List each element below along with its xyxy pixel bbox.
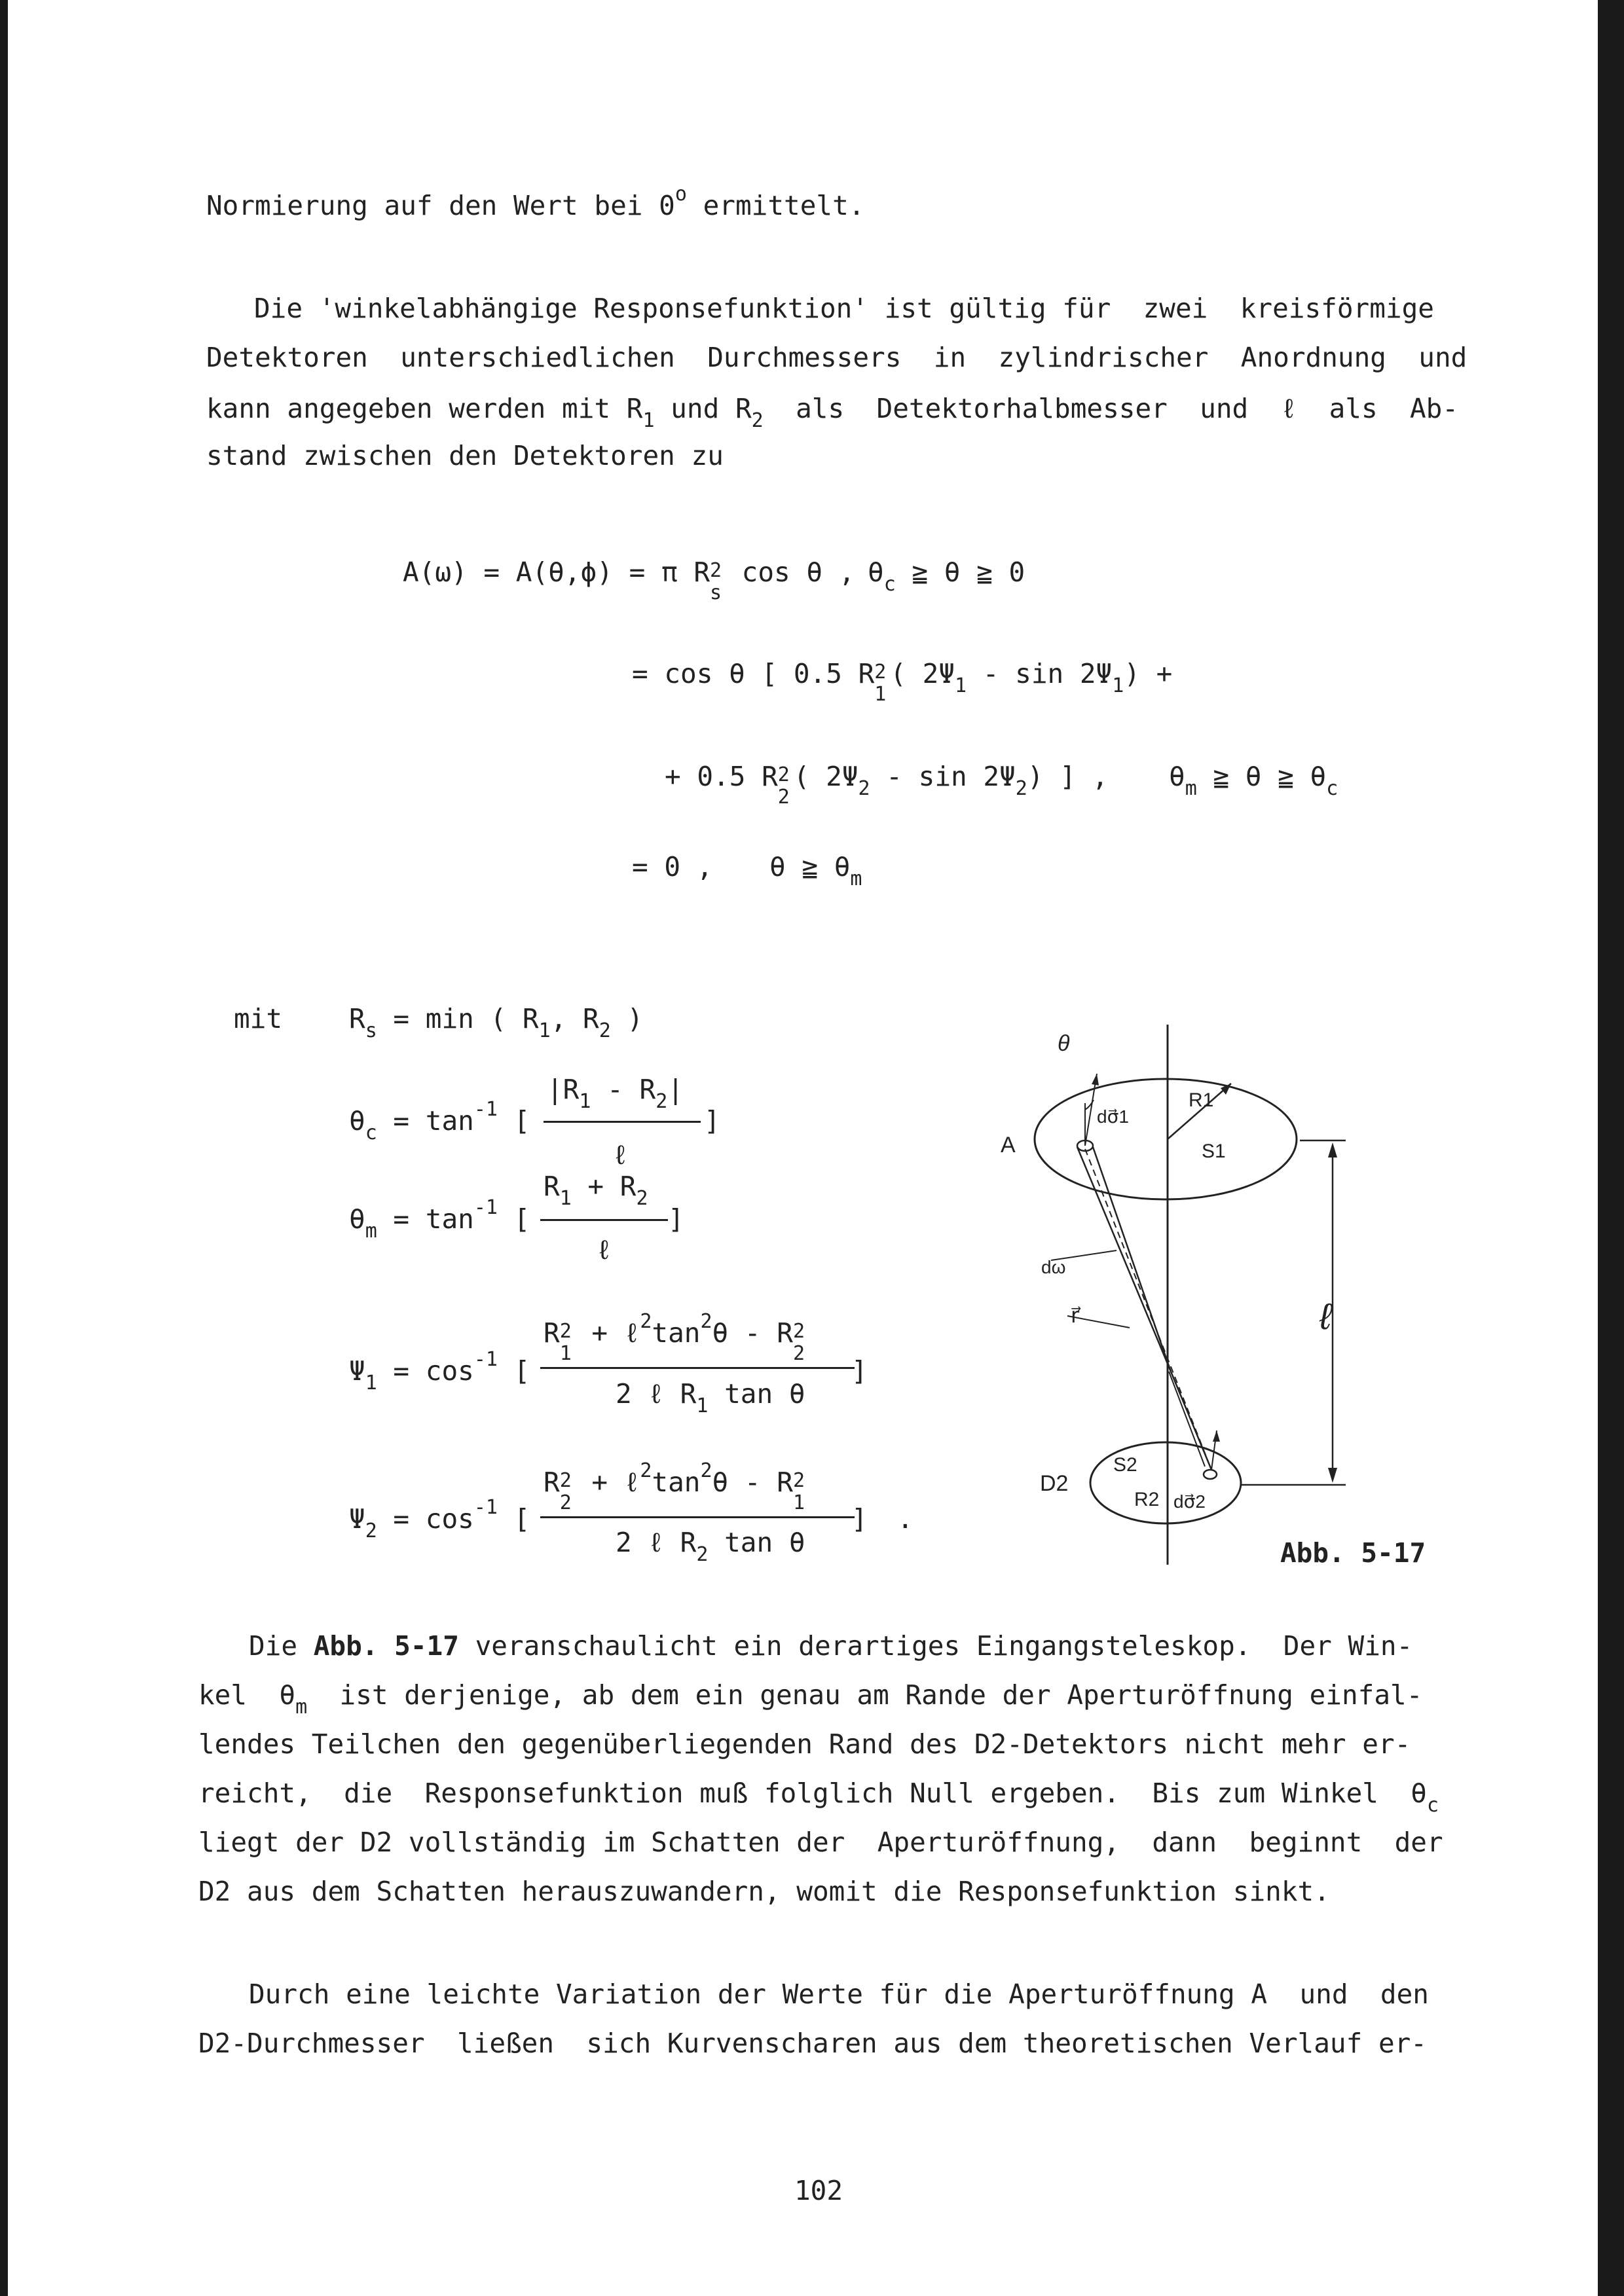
def-period: .	[897, 1503, 913, 1535]
aperture-label: A	[1001, 1133, 1016, 1157]
page-number: 102	[794, 2175, 843, 2206]
scan-border-right	[1598, 0, 1624, 2296]
def-theta-m-numerator: $R_1 + R_2$	[544, 1171, 648, 1210]
def-psi2-denominator: 2 ℓ $R_2$ tan θ	[616, 1527, 805, 1566]
r2-label: R2	[1134, 1489, 1160, 1510]
scan-border-left	[0, 0, 8, 2296]
paragraph-line: D2 aus dem Schatten herauszuwandern, womit die Responsefunktion sinkt.	[198, 1876, 1330, 1907]
d-sigma1-label: dσ⃗1	[1097, 1106, 1129, 1127]
fraction-line	[544, 1121, 701, 1123]
d-sigma2-label: dσ⃗2	[1173, 1491, 1206, 1512]
def-theta-c-close: ]	[704, 1105, 720, 1137]
equation-row-2: = cos θ [ 0.5 R 2 1 ( $2\Psi_1$ - $\sin 2\Psi_1$) +	[632, 658, 1173, 706]
equation-row-3: + 0.5 R 2 2 ( $2\Psi_2$ - $\sin 2\Psi_2$) ] ,	[665, 761, 1109, 809]
paragraph-line: lendes Teilchen den gegenüberliegenden Rand des D2-Detektors nicht mehr er-	[198, 1728, 1411, 1760]
def-psi2-lhs: $\Psi_2 = \cos^{-1}$ [	[349, 1496, 530, 1542]
definitions-label: mit	[234, 1003, 283, 1034]
s1-label: S1	[1202, 1140, 1226, 1162]
def-psi2-numerator: R 2 2 + $\ell^2\tan^2\theta$ - R 2 1	[544, 1459, 805, 1514]
equation-row-1-condition: $\theta_c$ ≧ θ ≧ 0	[868, 556, 1025, 596]
theta-label: θ	[1058, 1031, 1070, 1056]
fraction-line	[540, 1367, 855, 1369]
s2-label: S2	[1113, 1454, 1137, 1476]
telescope-diagram	[969, 1008, 1467, 1578]
paragraph-line: Detektoren unterschiedlichen Durchmessers in zylindrischer Anordnung und	[206, 342, 1467, 373]
def-psi1-lhs: $\Psi_1 = \cos^{-1}$ [	[349, 1348, 530, 1394]
paragraph-line: liegt der D2 vollständig im Schatten der Aperturöffnung, dann beginnt der	[198, 1827, 1443, 1858]
def-theta-c-denominator: ℓ	[612, 1139, 629, 1171]
d2-label: D2	[1040, 1471, 1069, 1496]
paragraph-line: Die Abb. 5-17 veranschaulicht ein derartiges Eingangsteleskop. Der Win-	[249, 1630, 1413, 1662]
def-theta-m-denominator: ℓ	[596, 1234, 612, 1266]
fraction-line	[540, 1516, 855, 1518]
def-psi2-close: ]	[851, 1503, 868, 1535]
paragraph-line: Die 'winkelabhängige Responsefunktion' ist gültig für zwei kreisförmige	[254, 293, 1434, 324]
fraction-line	[540, 1219, 668, 1221]
paragraph-line: stand zwischen den Detektoren zu	[206, 440, 724, 471]
equation-row-1: A(ω) = A(θ,ϕ) = π R 2 s cos θ ,	[403, 556, 855, 604]
equation-row-4-condition: θ ≧ $\theta_m$	[769, 851, 862, 890]
ell-label: ℓ	[1320, 1296, 1332, 1337]
def-rs: $R_s = \min$ ( $R_1$, $R_2$ )	[349, 1003, 644, 1042]
def-psi1-numerator: R 2 1 + $\ell^2\tan^2\theta$ - R 2 2	[544, 1310, 805, 1365]
figure-caption: Abb. 5-17	[1280, 1537, 1426, 1569]
r1-label: R1	[1189, 1089, 1214, 1111]
def-psi1-denominator: 2 ℓ $R_1$ tan θ	[616, 1378, 805, 1417]
paragraph-line: reicht, die Responsefunktion muß folglich Null ergeben. Bis zum Winkel $\theta_c$	[198, 1777, 1439, 1817]
paragraph-intro: Normierung auf den Wert bei 0$^o$ ermittelt.	[206, 183, 865, 221]
equation-row-4: = 0 ,	[632, 851, 713, 883]
def-theta-m-lhs: $\theta_m = \tan^{-1}$ [	[349, 1196, 530, 1243]
def-theta-m-close: ]	[668, 1203, 684, 1235]
def-theta-c-lhs: $\theta_c = \tan^{-1}$ [	[349, 1098, 530, 1144]
r-vector-label: r⃗	[1071, 1303, 1080, 1327]
def-psi1-close: ]	[851, 1355, 868, 1387]
d-omega-label: dω	[1041, 1257, 1066, 1277]
paragraph-line: D2-Durchmesser ließen sich Kurvenscharen aus dem theoretischen Verlauf er-	[198, 2028, 1427, 2059]
paragraph-line: kel $\theta_m$ ist derjenige, ab dem ein genau am Rande der Aperturöffnung einfal-	[198, 1679, 1423, 1719]
paragraph-line: kann angegeben werden mit $R_1$ und $R_2$ als Detektorhalbmesser und ℓ als Ab-	[206, 393, 1459, 432]
equation-row-3-condition: $\theta_m$ ≧ θ ≧ $\theta_c$	[1169, 761, 1338, 800]
paragraph-line: Durch eine leichte Variation der Werte für die Aperturöffnung A und den	[249, 1978, 1429, 2010]
def-theta-c-numerator: $|R_1 - R_2|$	[547, 1074, 684, 1113]
